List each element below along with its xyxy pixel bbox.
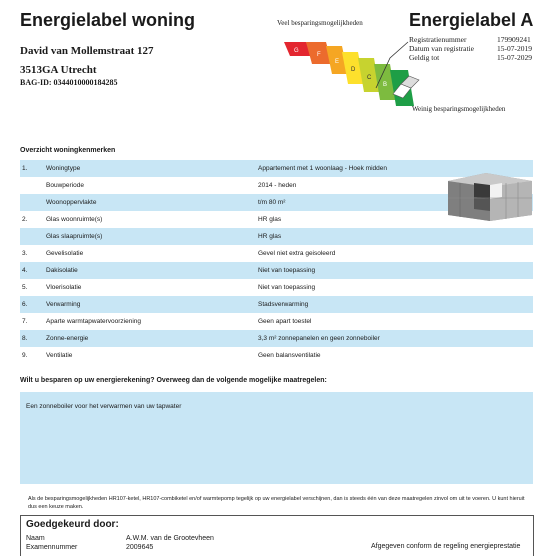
row-label: Zonne-energie	[46, 335, 89, 342]
table-row	[20, 296, 533, 313]
registration-label: Registratienummer	[409, 35, 467, 44]
label-title: Energielabel A	[409, 10, 534, 30]
registration-label: Geldig tot	[409, 53, 440, 62]
row-number: 4.	[22, 267, 28, 274]
row-label: Woonoppervlakte	[46, 199, 97, 206]
scale-letter-c: C	[367, 75, 372, 81]
building-illustration	[446, 171, 534, 223]
table-row	[20, 313, 533, 330]
table-row	[20, 279, 533, 296]
row-label: Gevelisolatie	[46, 250, 84, 257]
row-label: Vloerisolatie	[46, 284, 82, 291]
row-number: 6.	[22, 301, 28, 308]
table-row	[20, 262, 533, 279]
overview-title: Overzicht woningkenmerken	[20, 147, 116, 154]
row-number: 5.	[22, 284, 28, 291]
energy-scale	[280, 28, 430, 110]
row-value: HR glas	[258, 216, 282, 223]
top-hint: Veel besparingsmogelijkheden	[277, 19, 363, 27]
footnote: Als de besparingsmogelijkheden HR107-ketel, HR107-combiketel en/of warmtepomp tegelijk op uw energielabel verschijnen, dan is steeds één van deze maatregelen zinvol om uit te voeren. U kunt hieruit dus een keuze maken.	[28, 496, 525, 510]
scale-letter-f: F	[317, 52, 321, 58]
row-label: Ventilatie	[46, 352, 73, 359]
registration-info	[409, 35, 539, 62]
measures-box	[20, 392, 533, 484]
row-number: 9.	[22, 352, 28, 359]
row-number: 3.	[22, 250, 28, 257]
bottom-hint: Weinig besparingsmogelijkheden	[412, 105, 506, 113]
row-value: Geen apart toestel	[258, 318, 312, 325]
row-number: 7.	[22, 318, 28, 325]
row-value: Stadsverwarming	[258, 301, 309, 308]
bag-id: BAG-ID: 0344010000184285	[20, 78, 118, 87]
registration-value: 15-07-2019	[497, 44, 532, 53]
row-value: 3,3 m² zonnepanelen en geen zonneboiler	[258, 335, 380, 342]
row-value: Gevel niet extra geisoleerd	[258, 250, 336, 257]
row-value: Niet van toepassing	[258, 284, 316, 291]
row-label: Glas slaapruimte(s)	[46, 233, 103, 240]
row-value: Niet van toepassing	[258, 267, 316, 274]
row-label: Dakisolatie	[46, 267, 78, 274]
address-street: David van Mollemstraat 127	[20, 45, 154, 57]
approved-title: Goedgekeurd door:	[26, 519, 119, 530]
row-label: Woningtype	[46, 165, 81, 172]
approved-number-value: 2009645	[126, 544, 154, 551]
row-value: HR glas	[258, 233, 282, 240]
measures-question: Wilt u besparen op uw energierekening? Overweeg dan de volgende mogelijke maatregelen:	[20, 377, 327, 384]
row-value: Appartement met 1 woonlaag - Hoek midden	[258, 165, 387, 172]
address-city: 3513GA Utrecht	[20, 64, 97, 76]
table-row	[20, 245, 533, 262]
approved-name-row	[26, 535, 214, 542]
approved-note: Afgegeven conform de regeling energieprestatie	[371, 543, 521, 550]
registration-value: 15-07-2029	[497, 53, 532, 62]
row-value: 2014 - heden	[258, 182, 297, 189]
registration-row	[409, 35, 539, 44]
scale-letter-d: D	[351, 67, 356, 73]
approved-number-label: Examennummer	[26, 544, 78, 551]
row-label: Verwarming	[46, 301, 81, 308]
registration-label: Datum van registratie	[409, 44, 474, 53]
registration-row	[409, 44, 539, 53]
row-label: Bouwperiode	[46, 182, 84, 189]
table-row	[20, 228, 533, 245]
row-value: t/m 80 m²	[258, 199, 286, 206]
row-label: Glas woonruimte(s)	[46, 216, 103, 223]
scale-letter-g: G	[294, 48, 299, 54]
row-number: 8.	[22, 335, 28, 342]
scale-letter-e: E	[335, 59, 340, 65]
measure-item: Een zonneboiler voor het verwarmen van uw tapwater	[26, 403, 182, 410]
row-number: 2.	[22, 216, 28, 223]
row-number: 1.	[22, 165, 28, 172]
table-row	[20, 330, 533, 347]
row-value: Geen balansventilatie	[258, 352, 321, 359]
registration-value: 179909241	[497, 35, 531, 44]
approved-name-value: A.W.M. van de Grootevheen	[126, 535, 214, 542]
approved-name-label: Naam	[26, 535, 45, 542]
registration-row	[409, 53, 539, 62]
page-title: Energielabel woning	[20, 10, 196, 30]
scale-letter-b: B	[383, 82, 388, 88]
address	[20, 42, 154, 80]
table-row	[20, 347, 533, 364]
row-label: Aparte warmtapwatervoorziening	[46, 318, 142, 325]
